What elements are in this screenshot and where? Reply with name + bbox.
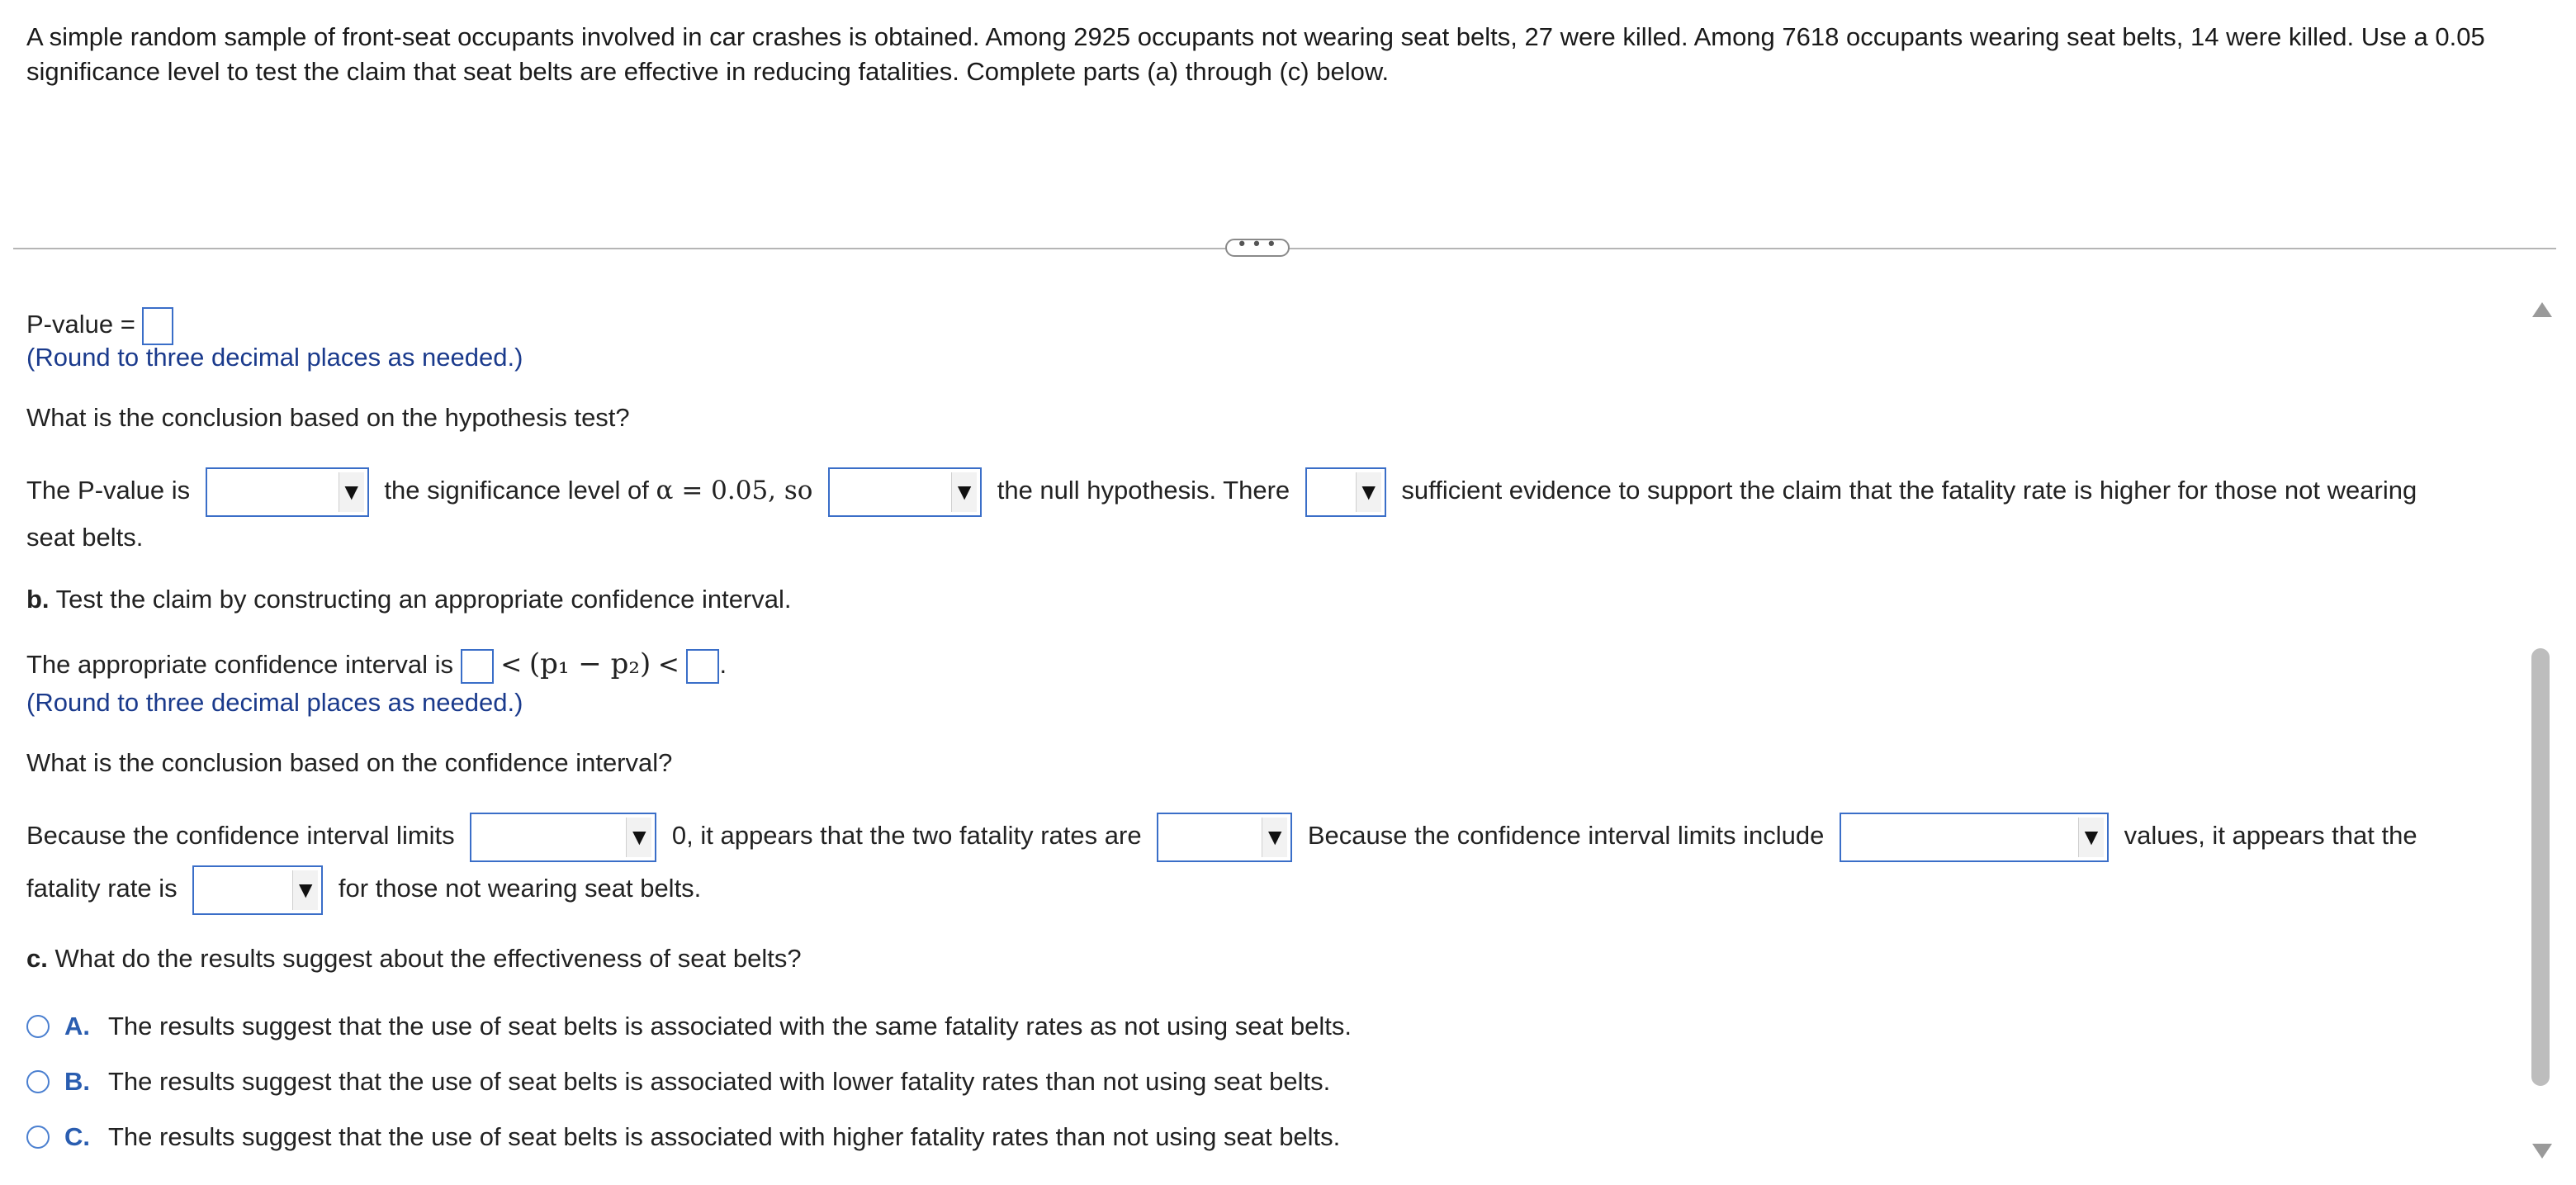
- option-a[interactable]: [26, 1008, 1352, 1045]
- hypothesis-conclusion-question: What is the conclusion based on the hypothesis test?: [26, 403, 630, 432]
- part-c-label: c.: [26, 944, 48, 973]
- chevron-down-icon: ▼: [292, 870, 318, 910]
- part-c-question-row: [26, 944, 802, 974]
- ci-label: The appropriate confidence interval is: [26, 650, 453, 679]
- question-text: A simple random sample of front-seat occupants involved in car crashes is obtained. Among 2925 occupants not wearing seat belts, 27 were killed. Among 7618 occupants wearing seat belts, 14 were killed. Use a 0.05 significance level to test the claim that seat belts are effective in reducing fatalities. Complete parts (a) through (c) below.: [26, 22, 2485, 86]
- expand-handle-button[interactable]: • • •: [1225, 239, 1290, 257]
- part-c-question: What do the results suggest about the effectiveness of seat belts?: [54, 944, 802, 973]
- ci-text-4: values, it appears that the: [2124, 821, 2417, 850]
- alpha-label: α = 0.05, so: [656, 476, 813, 505]
- ci-less-than-1: <: [500, 650, 523, 680]
- ci-round-hint: (Round to three decimal places as needed.): [26, 688, 523, 717]
- hyp-text-5: seat belts.: [26, 523, 144, 552]
- part-b-instruction-row: [26, 585, 792, 614]
- pvalue-comparison-dropdown[interactable]: [206, 467, 369, 517]
- chevron-down-icon: ▼: [951, 472, 977, 512]
- scrollbar-thumb[interactable]: [2531, 648, 2550, 1086]
- pvalue-input[interactable]: [142, 307, 173, 345]
- option-letter: B.: [64, 1067, 90, 1096]
- part-b-instruction: Test the claim by constructing an appropriate confidence interval.: [55, 585, 792, 614]
- ci-expression: (p₁ − p₂): [528, 647, 651, 680]
- ci-text-5: fatality rate is: [26, 874, 178, 903]
- ci-text-1: Because the confidence interval limits: [26, 821, 455, 850]
- ci-lower-input[interactable]: [461, 649, 494, 684]
- scroll-down-icon[interactable]: [2532, 1144, 2552, 1159]
- part-b-label: b.: [26, 585, 50, 614]
- fatality-rates-equal-dropdown[interactable]: [1157, 813, 1292, 862]
- scroll-up-icon[interactable]: [2532, 302, 2552, 317]
- answer-scroll-area: [0, 252, 2526, 1185]
- ci-upper-input[interactable]: [686, 649, 719, 684]
- ci-values-sign-dropdown[interactable]: [1840, 813, 2109, 862]
- ci-text-2: 0, it appears that the two fatality rates are: [671, 821, 1142, 850]
- pvalue-row: [26, 303, 173, 346]
- chevron-down-icon: ▼: [339, 472, 364, 512]
- radio-button[interactable]: [26, 1070, 50, 1093]
- chevron-down-icon: ▼: [1356, 472, 1381, 512]
- ci-less-than-2: <: [657, 650, 680, 680]
- ci-conclusion-sentence: [26, 810, 2417, 861]
- ci-limits-dropdown[interactable]: [470, 813, 656, 862]
- hyp-text-4: sufficient evidence to support the claim that the fatality rate is higher for those not wearing: [1401, 476, 2417, 505]
- confidence-interval-row: [26, 642, 727, 686]
- evidence-dropdown[interactable]: [1305, 467, 1386, 517]
- radio-button[interactable]: [26, 1015, 50, 1038]
- hyp-text-1: The P-value is: [26, 476, 191, 505]
- pvalue-label: P-value =: [26, 310, 135, 339]
- chevron-down-icon: ▼: [626, 818, 651, 857]
- reject-decision-dropdown[interactable]: [828, 467, 982, 517]
- ci-text-6: for those not wearing seat belts.: [338, 874, 702, 903]
- ci-conclusion-question: What is the conclusion based on the confidence interval?: [26, 748, 673, 777]
- option-letter: A.: [64, 1012, 90, 1040]
- option-text: The results suggest that the use of seat belts is associated with higher fatality rates than not using seat belts.: [108, 1122, 1341, 1151]
- option-text: The results suggest that the use of seat belts is associated with the same fatality rates as not using seat belts.: [108, 1012, 1352, 1040]
- hyp-text-3: the null hypothesis. There: [997, 476, 1290, 505]
- hyp-text-2: the significance level of: [384, 476, 649, 505]
- option-text: The results suggest that the use of seat belts is associated with lower fatality rates than not using seat belts.: [108, 1067, 1331, 1096]
- option-c[interactable]: [26, 1119, 1340, 1155]
- ci-period: .: [719, 650, 727, 679]
- chevron-down-icon: ▼: [1262, 818, 1287, 857]
- pvalue-round-hint: (Round to three decimal places as needed.): [26, 343, 523, 372]
- vertical-scrollbar[interactable]: [2530, 297, 2555, 1185]
- option-b[interactable]: [26, 1064, 1330, 1100]
- chevron-down-icon: ▼: [2078, 818, 2104, 857]
- fatality-rate-direction-dropdown[interactable]: [192, 865, 323, 915]
- option-letter: C.: [64, 1122, 90, 1151]
- ci-conclusion-sentence-cont: [26, 863, 701, 914]
- radio-button[interactable]: [26, 1126, 50, 1149]
- hypothesis-conclusion-sentence: [26, 465, 2417, 516]
- ci-text-3: Because the confidence interval limits include: [1307, 821, 1825, 850]
